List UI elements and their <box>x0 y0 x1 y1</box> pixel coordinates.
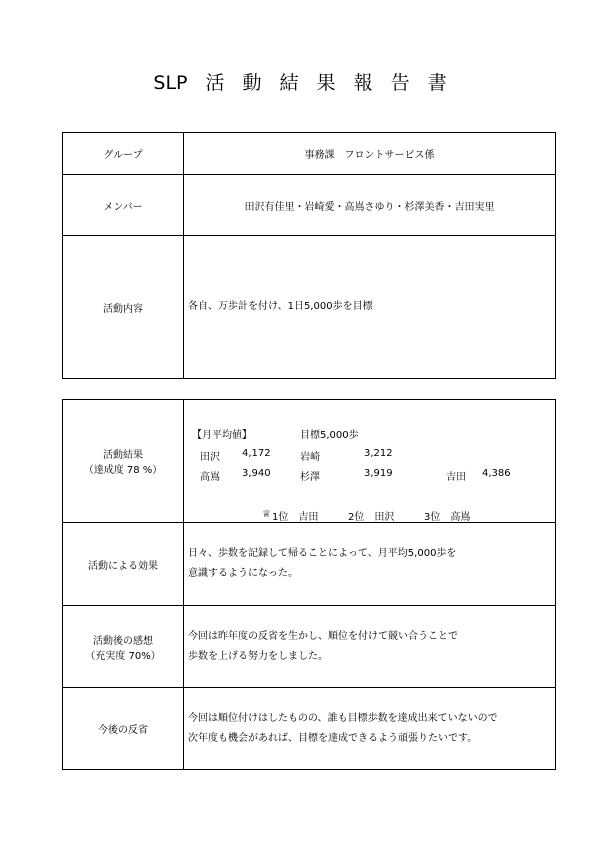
results-target: 目標5,000歩 <box>300 430 359 441</box>
reflection-line: 今回は順位付けはしたものの、誰も目標歩数を達成出来ていないので <box>188 712 498 724</box>
entry-name: 杉澤 <box>300 472 320 483</box>
title-char: 結 <box>279 72 299 94</box>
entry-steps: 3,940 <box>242 468 271 479</box>
members-label: メンバー <box>63 175 184 236</box>
entry-name: 田沢 <box>200 452 220 463</box>
impression-label-line1: 活動後の感想 <box>93 635 153 647</box>
results-label-line2: （達成度 78 %） <box>83 465 163 476</box>
title-char: 動 <box>242 72 262 94</box>
table-row <box>63 175 556 236</box>
table-row <box>63 400 556 523</box>
results-value <box>184 400 556 523</box>
rank-first: 1位 吉田 <box>272 512 319 523</box>
title-word: SLP <box>153 72 188 94</box>
group-value: 事務課 フロントサービス係 <box>184 133 556 175</box>
activity-value: 各自、万歩計を付け、1日5,000歩を目標 <box>184 236 556 379</box>
info-table <box>62 132 556 379</box>
table-row <box>63 606 556 688</box>
activity-label: 活動内容 <box>63 236 184 379</box>
document-title <box>0 68 600 95</box>
crown-icon: ♕ <box>262 509 271 520</box>
results-label <box>63 400 184 523</box>
impression-line: 今回は昨年度の反省を生かし、順位を付けて競い合うことで <box>188 630 458 642</box>
table-row <box>63 523 556 606</box>
reflection-label: 今後の反省 <box>63 688 184 770</box>
title-char: 告 <box>390 72 410 94</box>
entry-name: 吉田 <box>446 472 466 483</box>
entry-steps: 3,919 <box>364 468 393 479</box>
effect-value <box>184 523 556 606</box>
entry-steps: 4,172 <box>242 448 271 459</box>
impression-value <box>184 606 556 688</box>
table-row <box>63 236 556 379</box>
reflection-line: 次年度も機会があれば、目標を達成できるよう頑張りたいです。 <box>188 732 478 744</box>
impression-label-line2: （充実度 70%） <box>85 650 161 662</box>
results-table <box>62 399 556 770</box>
entry-steps: 3,212 <box>364 448 393 459</box>
impression-label <box>63 606 184 688</box>
title-char: 報 <box>353 72 373 94</box>
results-header: 【月平均値】 <box>192 430 252 441</box>
effect-line: 日々、歩数を記録して帰ることによって、月平均5,000歩を <box>188 548 457 559</box>
rank-second: 2位 田沢 <box>348 512 395 523</box>
entry-name: 岩崎 <box>300 452 320 463</box>
title-char: 活 <box>205 72 225 94</box>
entry-name: 高嶌 <box>200 472 220 483</box>
group-label: グループ <box>63 133 184 175</box>
rank-third: 3位 高嶌 <box>424 512 471 523</box>
results-label-line1: 活動結果 <box>103 450 143 461</box>
table-row <box>63 688 556 770</box>
reflection-value <box>184 688 556 770</box>
members-value: 田沢有佳里・岩崎愛・高嶌さゆり・杉澤美香・吉田実里 <box>184 175 556 236</box>
entry-steps: 4,386 <box>482 468 511 479</box>
effect-label: 活動による効果 <box>63 523 184 606</box>
impression-line: 歩数を上げる努力をしました。 <box>188 650 328 662</box>
effect-line: 意識するようになった。 <box>188 568 298 579</box>
title-char: 書 <box>427 72 447 94</box>
title-char: 果 <box>316 72 336 94</box>
table-row <box>63 133 556 175</box>
